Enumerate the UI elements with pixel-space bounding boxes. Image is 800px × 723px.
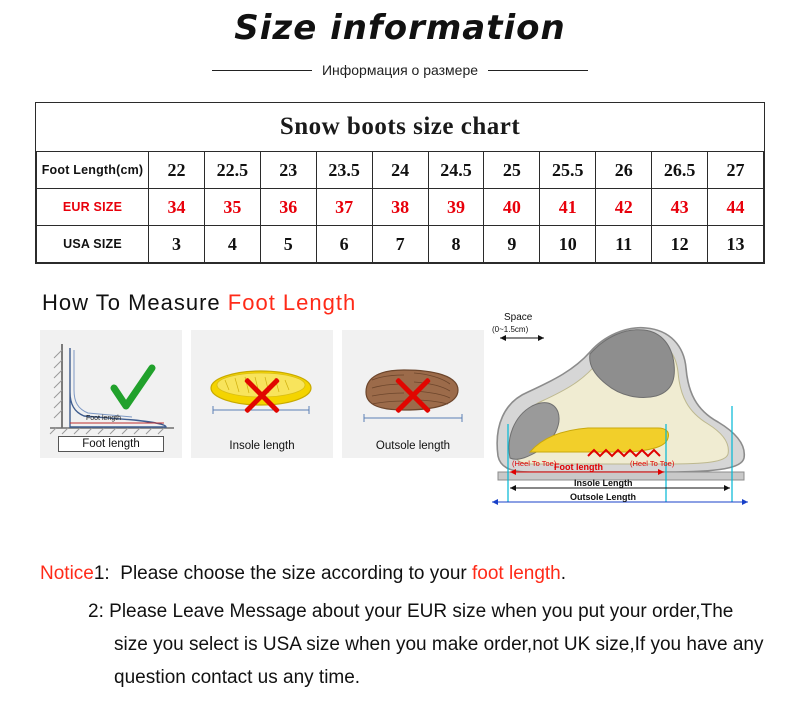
- cell: 25: [484, 152, 540, 189]
- cell: 39: [428, 189, 484, 226]
- notice-item1-highlight: foot length: [472, 563, 561, 584]
- how-to-measure-label: How To Measure: [42, 290, 228, 315]
- row-header-foot-length: Foot Length(cm): [37, 152, 149, 189]
- cell: 37: [316, 189, 372, 226]
- page-header: [0, 0, 800, 78]
- row-header-usa-size: USA SIZE: [37, 226, 149, 263]
- cell: 11: [596, 226, 652, 263]
- measure-card-outsole-length: [342, 330, 484, 458]
- measure-illustrations: [0, 312, 800, 545]
- svg-text:Foot length: Foot length: [86, 415, 122, 422]
- cell: 22.5: [204, 152, 260, 189]
- table-row: [37, 189, 764, 226]
- cell: 3: [149, 226, 205, 263]
- cell: 23: [260, 152, 316, 189]
- notice-item1-text-a: Please choose the size according to your: [120, 563, 472, 584]
- space-label: Space: [504, 312, 533, 323]
- cell: 12: [652, 226, 708, 263]
- size-chart: [35, 102, 765, 264]
- table-row: [37, 152, 764, 189]
- cell: 26: [596, 152, 652, 189]
- cell: 10: [540, 226, 596, 263]
- space-value: (0~1.5cm): [492, 325, 529, 334]
- cell: 9: [484, 226, 540, 263]
- cell: 5: [260, 226, 316, 263]
- cell: 43: [652, 189, 708, 226]
- cross-mark-icon: [390, 372, 436, 418]
- cell: 6: [316, 226, 372, 263]
- cell: 34: [149, 189, 205, 226]
- size-chart-table: [36, 151, 764, 263]
- cell: 35: [204, 189, 260, 226]
- notice-item1-number: 1:: [93, 563, 110, 584]
- notice-item2-number: 2:: [88, 601, 104, 622]
- card-caption: Outsole length: [375, 440, 451, 452]
- insole-length-label: Insole Length: [574, 478, 633, 488]
- cross-mark-icon: [239, 372, 285, 418]
- how-to-measure-accent: Foot Length: [227, 290, 357, 315]
- notice-block: [40, 559, 770, 694]
- table-row: [37, 226, 764, 263]
- foot-shoe-svg: [470, 306, 770, 531]
- cell: 13: [708, 226, 764, 263]
- row-header-eur-size: EUR SIZE: [37, 189, 149, 226]
- measure-card-insole-length: [191, 330, 333, 458]
- cell: 25.5: [540, 152, 596, 189]
- cell: 42: [596, 189, 652, 226]
- notice-item-1: [40, 559, 770, 589]
- cell: 22: [149, 152, 205, 189]
- notice-item1-text-c: .: [560, 563, 567, 584]
- heel-to-toe-right: (Heel To Toe): [630, 459, 675, 468]
- card-caption: Insole length: [229, 440, 295, 452]
- cell: 38: [372, 189, 428, 226]
- measure-card-foot-length: [40, 330, 182, 458]
- measure-card-group: [40, 330, 484, 458]
- cell: 26.5: [652, 152, 708, 189]
- card-caption: Foot length: [58, 436, 164, 452]
- cell: 41: [540, 189, 596, 226]
- page-subtitle: Информация о размере: [321, 62, 479, 78]
- page-title: Size information: [234, 8, 566, 48]
- notice-item-2: [88, 595, 770, 694]
- foot-shoe-diagram: [470, 306, 770, 531]
- notice-item2-text: Please Leave Message about your EUR size when you put your order,The size you select is USA size when you make order,not UK size,If you have any question contact us any time.: [109, 601, 764, 688]
- foot-length-label: Foot length: [554, 462, 603, 472]
- cell: 24.5: [428, 152, 484, 189]
- heel-to-toe-left: (Heel To Toe): [512, 459, 557, 468]
- cell: 24: [372, 152, 428, 189]
- divider-left: [212, 70, 312, 71]
- outsole-length-label: Outsole Length: [570, 492, 636, 502]
- cell: 7: [372, 226, 428, 263]
- divider-right: [488, 70, 588, 71]
- cell: 44: [708, 189, 764, 226]
- cell: 23.5: [316, 152, 372, 189]
- cell: 8: [428, 226, 484, 263]
- cell: 40: [484, 189, 540, 226]
- size-chart-title: Snow boots size chart: [279, 113, 521, 140]
- subtitle-row: [0, 62, 800, 78]
- notice-word: Notice: [40, 563, 94, 584]
- cell: 4: [204, 226, 260, 263]
- cell: 36: [260, 189, 316, 226]
- cell: 27: [708, 152, 764, 189]
